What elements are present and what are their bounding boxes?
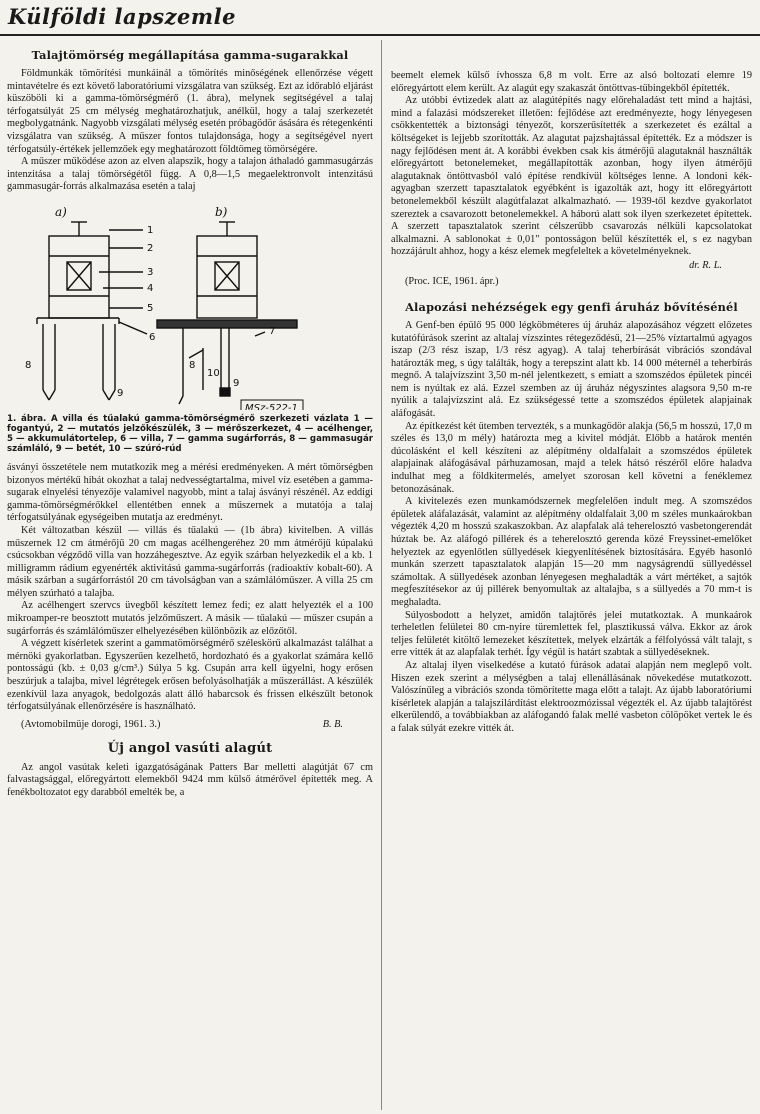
part-number: 4	[147, 282, 154, 294]
column-divider	[381, 40, 382, 1110]
article1-source: (Avtomobilmüje dorogi, 1961. 3.)	[21, 718, 161, 730]
part-number: 9	[233, 377, 240, 389]
article2-source-text: (Proc. ICE, 1961. ápr.)	[405, 275, 499, 287]
article3-para2: Az építkezést két ütemben tervezték, s a munkagödör alakja (56,5 m hosszú, 17,0 m széles és 13,0 m mély) határozta meg a kivitel módját. Előbb a határok mentén dúcolásként el kell készíteni az alépítmény oldalfalait a szomszédos épületek alapjainak aláfogásával párhuzamosan, majd a telek hátsó részéről előre haladva indulhat meg a földkitermelés, amelyet szorosan kell követni a fenéklemez betonozásának.	[391, 420, 752, 495]
article2-para2: beemelt elemek külső ívhossza 6,8 m volt. Erre az alsó boltozati elemre 19 előregyártott elem került. Az alagút egy szakaszát öntöttvas-tübingekből építették.	[391, 70, 752, 94]
stamp-label: MSz-522-1	[245, 402, 298, 410]
article1-author: B. B.	[322, 718, 343, 730]
figure-1-caption: 1. ábra. A villa és tűalakú gamma-tömörségmérő szerkezeti vázlata 1 — fogantyú, 2 — mutatós jelzőkészülék, 3 — mérőszerkezet, 4 — acélhenger, 5 — akkumulátortelep, 6 — villa, 7 — gamma sugárforrás, 8 — gammasugár számláló, 9 — betét, 10 — szúró-rúd	[7, 413, 373, 454]
article3-para4: Súlyosbodott a helyzet, amidőn talajtörés jelei mutatkoztak. A munkaárok terheletlen felületei 80 cm-nyire türemlettek fel, plasztikussá válva. Ekkor az árok teljes felületét kitöltő lemezeket készítettek, melyek elzárták a félfolyóssá vált talajt, s erre vitték át az alapfalak terhét. Így végül is határt szabtak a süllyedéseknek.	[391, 609, 752, 659]
figure-1	[7, 200, 373, 410]
part-number: 10	[207, 367, 220, 379]
part-number: 2	[147, 242, 154, 254]
part-number: 9	[117, 387, 124, 399]
part-number: 8	[25, 359, 32, 371]
part-number: 5	[147, 302, 154, 314]
article1-para4: Két változatban készül — villás és tűalakú — (1b ábra) kivitelben. A villás műszernek 12 cm átmérőjű 20 cm magas acélhengeréhez 20 mm átmérőjű kúpalakú csúcsokban végződő villa van hozzáhegesztve. Az egyik szárban helyezkedik el a kb. 1 milligramm rádium egyenérték aktivitású gamma-sugárforrás (radioaktív kobalt-60). A másik szárban a sugárforrástól 20 cm távolságban van a számlálóműszer. A villa 25 cm mélyen szúrható a talajba.	[7, 524, 373, 599]
article2-source	[405, 275, 752, 288]
gamma-meter-diagram	[7, 200, 373, 410]
article1-title: Talajtömörség megállapítása gamma-sugarakkal	[31, 48, 349, 62]
figure-label-a: a)	[55, 204, 67, 219]
article1-para1: Földmunkák tömörítési munkáinál a tömörítés minőségének ellenőrzése végett mintavételre és ezt követő laboratóriumi vizsgálatra van szükség. Ezt az időrabló eljárást küszöböli ki a gamma-tömörségmérő (1. ábra), melynek segítségével a talaj térfogatsúlyát 25 cm mélység meghatározhatjuk, anélkül, hogy a talaj szerkezetét megbolygatnánk. Nagyobb vizsgálati mélység esetén próbagödör ásására és rétegenkénti vizsgálatra van szükség. A műszer fontos tulajdonsága, hogy a segítségével nyert térfogatsúly-értékek jellemzőek egy meghatározott földtömeg tömörségére.	[7, 68, 373, 155]
right-column	[391, 70, 752, 736]
part-number: 3	[147, 266, 154, 278]
article3-para5: Az altalaj ilyen viselkedése a kutató fúrások adatai alapján nem meglepő volt. Hiszen ezek szerint a mélységben a talaj ellenállásának növekedése mutatkozott. Valószínűleg a vibrációs szonda tömörítette maga előtt a talajt. Az újabb laboratóriumi kísérletek alapján a talajszilárdítást elektroozmózissal végezték el. Az újabb talajtörést elkerülendő, a továbbiakban az aláfogandó falak mellé vasbeton cölöpöket vertek le és a falak súlyát ezekre vitték át.	[391, 659, 752, 734]
part-number: 8	[189, 359, 196, 371]
article2-author: dr. R. L.	[689, 259, 722, 271]
part-number: 6	[149, 331, 156, 343]
article3-para3: A kivitelezés ezen munkamódszernek megfelelően indult meg. A szomszédos épületek aláfalazását, valamint az alépítmény oldalfalait 3,00 m széles munkaárokban végezték 4,20 m hosszú szakaszokban. Az alapfalak alá teherelosztó vasbetongerendát húztak be. Az aláfogó pillérek és a teherelosztó gerenda közé Freyssinet-emelőket helyeztek az egyenlőtlen süllyedések kiegyenlítésének biztosítására. Egyéb hasonló munkán szerzett tapasztalatok alapján 15—20 mm nagyságrendű süllyedéssel számoltak. A süllyedések azonban lényegesen meghaladták a várt mértéket, a sajtók megfeszítésekor az új pillérek benyomultak az altalajba, s a süllyedés a 70 mm-t is meghaladta.	[391, 496, 752, 608]
page-header	[0, 0, 760, 36]
part-number: 7	[269, 325, 276, 337]
article1-para3: ásványi összetétele nem mutatkozik meg a mérési eredményeken. A mért tömörségben bizonyos mértékű hibát okozhat a talaj nedvességtartalma, mivel víz esetében a gamma-sugarak elnyelési tényezője valamivel nagyobb, mint a talaj ásványi részénél. Az eddigi gamma-tömörségmérőkkel ellentétben ennek a műszernek a mutatója a talaj térfogatsúlyának egységeiben mutatja az eredményt.	[7, 461, 373, 524]
article2-para1: Az angol vasútak keleti igazgatóságának Patters Bar melletti alagútját 67 cm falvastagsággal, előregyártott elemekből 9424 mm külső átmérővel építették meg. A fenékboltozatot egy darabból emelték be, a	[7, 761, 373, 798]
article1-para2: A műszer működése azon az elven alapszik, hogy a talajon áthaladó gammasugárzás intenzitása a talaj tömörségétől függ. A 0,8—1,5 megaelektronvolt intenzitású gammasugár-forrás alkalmazása esetén a talaj	[7, 156, 373, 193]
article2-title: Új angol vasúti alagút	[107, 740, 273, 756]
article3-title: Alapozási nehézségek egy genfi áruház bővítésénél	[405, 299, 738, 314]
part-number: 1	[147, 224, 154, 236]
section-title: Külföldi lapszemle	[8, 4, 236, 29]
article2-para3: Az utóbbi évtizedek alatt az alagútépítés nagy előrehaladást tett mind a hajtási, mind a falazási módszereket illetően: fejlődése azt eredményezte, hogy lényegesen csökkentették a biztonsági tényezőt, korszerűsítették a szerkezetet és ezáltal a költségeket is lejjebb szorították. Az alagutat pajzshajtással építették. Ez a módszer is nagy fejlődésen ment át. A korábbi években csak kis átmérőjű alagutaknál használták előregyártott betonelemeket, megállapították azonban, hogy ilyen átmérőjű alagutaknak öntöttvasból való építése rendkívül költséges lenne. A londoni kék-agyagban szerzett tapasztalatok egyébként is igazolták azt, hogy itt előregyártott betonelemekből készült alagútfalazat alkalmazható. — 1939-től kezdve gyakorlatot szereztek a csavarozott betonelemekkel. A háború alatt sok ilyen szerkezetet építettek. A szerzett tapasztalatok szerint célszerűbb csavarozás nélküli kapcsolatokat alkalmazni. A sablonokat ± 0,01" pontosságon belül készítették el, s ez nagyban hozzájárult ahhoz, hogy a kész elemek megfeleltek a követelményeknek.	[391, 95, 752, 258]
figure-label-b: b)	[215, 204, 228, 219]
article1-source-line	[21, 718, 373, 731]
figure-part-numbers	[25, 225, 275, 399]
article1-para6: A végzett kísérletek szerint a gammatömörségmérő széleskörű alkalmazást találhat a mérnöki gyakorlatban. Egyszerűen kezelhető, hordozható és a gyakorlat számára kellő pontosságú (kb. ± 0,03 g/cm³.) Súlya 5 kg. Csupán arra kell ügyelni, hogy erősen beszúrjuk a talajba, mivel légrétegek erősen befolyásolhatják a műszerállást. A készülék ezenkívül laza anyagok, bedolgozás alatt álló habarcsok és frissen elkészült betonok térfogatsúlyának ellenőrzésére is használható.	[7, 638, 373, 713]
article3-para1: A Genf-ben épülő 95 000 légköbméteres új áruház alapozásához végzett előzetes kutatófúrások szerint az altalaj vízszintes rétegeződésű, 21—25% víztartalmú agyagos iszap (2/3 rész iszap, 1/3 rész agyag). A talaj teherbírását vibrációs szondával határozták meg, s úgy találták, hogy a terepszint alatt kb. 14 000 méternél a teherbírás megnő. A talajvízszint 3,50 m-nél jelentkezett, s emiatt a szomszédos épületek pincéi nem is nyúltak ez alá. Ezzel szemben az új áruház négyszintes alagsora 9,50 m-re nyúlik a talajvízszint alá. Ez szükségessé tette a szomszédos épületek alapjainak aláfogását.	[391, 319, 752, 420]
article1-para5: Az acélhengert szervcs üvegből készített lemez fedi; ez alatt helyezték el a 100 mikroamper-re beosztott mutatós jelzőműszert. A másik — tűalakú — műszer csupán a sugárforrás és számlálóműszer elhelyezésében különbözik az előzőtől.	[7, 600, 373, 637]
left-column	[7, 42, 373, 800]
